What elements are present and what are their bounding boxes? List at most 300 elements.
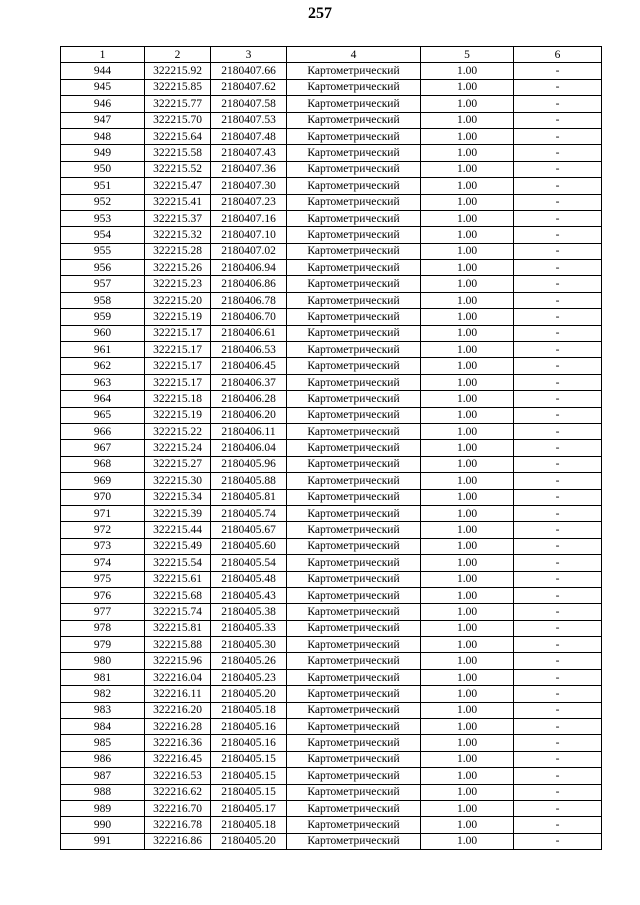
y-coordinate-cell: 2180406.86 [211,276,287,292]
y-coordinate-cell: 2180407.58 [211,96,287,112]
accuracy-cell: 1.00 [421,309,514,325]
point-number-cell: 951 [61,178,145,194]
y-coordinate-cell: 2180405.15 [211,768,287,784]
point-number-cell: 977 [61,604,145,620]
note-cell: - [514,145,602,161]
note-cell: - [514,784,602,800]
table-row [61,669,602,685]
point-number-cell: 971 [61,505,145,521]
y-coordinate-cell: 2180405.15 [211,751,287,767]
point-number-cell: 954 [61,227,145,243]
x-coordinate-cell: 322216.53 [145,768,211,784]
accuracy-cell: 1.00 [421,604,514,620]
note-cell: - [514,342,602,358]
y-coordinate-cell: 2180405.54 [211,555,287,571]
note-cell: - [514,407,602,423]
method-cell: Картометрический [287,194,421,210]
y-coordinate-cell: 2180406.04 [211,440,287,456]
y-coordinate-cell: 2180405.48 [211,571,287,587]
method-cell: Картометрический [287,817,421,833]
table-row [61,784,602,800]
y-coordinate-cell: 2180407.48 [211,128,287,144]
table-row [61,751,602,767]
note-cell: - [514,161,602,177]
method-cell: Картометрический [287,702,421,718]
accuracy-cell: 1.00 [421,669,514,685]
table-row [61,407,602,423]
note-cell: - [514,833,602,849]
accuracy-cell: 1.00 [421,79,514,95]
table-row [61,538,602,554]
method-cell: Картометрический [287,161,421,177]
accuracy-cell: 1.00 [421,440,514,456]
table-row [61,637,602,653]
y-coordinate-cell: 2180405.15 [211,784,287,800]
note-cell: - [514,243,602,259]
x-coordinate-cell: 322215.17 [145,374,211,390]
point-number-cell: 990 [61,817,145,833]
method-cell: Картометрический [287,128,421,144]
x-coordinate-cell: 322216.86 [145,833,211,849]
accuracy-cell: 1.00 [421,686,514,702]
y-coordinate-cell: 2180405.38 [211,604,287,620]
table-row [61,194,602,210]
x-coordinate-cell: 322215.39 [145,505,211,521]
method-cell: Картометрический [287,604,421,620]
point-number-cell: 953 [61,210,145,226]
x-coordinate-cell: 322215.52 [145,161,211,177]
accuracy-cell: 1.00 [421,784,514,800]
method-cell: Картометрический [287,784,421,800]
method-cell: Картометрический [287,637,421,653]
method-cell: Картометрический [287,260,421,276]
point-number-cell: 950 [61,161,145,177]
method-cell: Картометрический [287,538,421,554]
table-row [61,719,602,735]
method-cell: Картометрический [287,374,421,390]
method-cell: Картометрический [287,456,421,472]
method-cell: Картометрический [287,276,421,292]
point-number-cell: 960 [61,325,145,341]
accuracy-cell: 1.00 [421,637,514,653]
table-row [61,79,602,95]
accuracy-cell: 1.00 [421,833,514,849]
x-coordinate-cell: 322215.81 [145,620,211,636]
table-row [61,817,602,833]
table-row [61,702,602,718]
point-number-cell: 948 [61,128,145,144]
note-cell: - [514,768,602,784]
point-number-cell: 981 [61,669,145,685]
table-row [61,620,602,636]
note-cell: - [514,571,602,587]
x-coordinate-cell: 322215.30 [145,473,211,489]
point-number-cell: 973 [61,538,145,554]
point-number-cell: 947 [61,112,145,128]
method-cell: Картометрический [287,210,421,226]
method-cell: Картометрический [287,423,421,439]
table-row [61,63,602,79]
x-coordinate-cell: 322215.92 [145,63,211,79]
x-coordinate-cell: 322215.41 [145,194,211,210]
method-cell: Картометрический [287,63,421,79]
x-coordinate-cell: 322215.28 [145,243,211,259]
y-coordinate-cell: 2180406.94 [211,260,287,276]
point-number-cell: 978 [61,620,145,636]
note-cell: - [514,96,602,112]
accuracy-cell: 1.00 [421,538,514,554]
x-coordinate-cell: 322215.88 [145,637,211,653]
point-number-cell: 964 [61,391,145,407]
header-cell-2: 2 [145,47,211,63]
method-cell: Картометрический [287,620,421,636]
note-cell: - [514,817,602,833]
y-coordinate-cell: 2180405.43 [211,587,287,603]
accuracy-cell: 1.00 [421,751,514,767]
point-number-cell: 976 [61,587,145,603]
x-coordinate-cell: 322215.44 [145,522,211,538]
accuracy-cell: 1.00 [421,817,514,833]
accuracy-cell: 1.00 [421,768,514,784]
x-coordinate-cell: 322215.47 [145,178,211,194]
point-number-cell: 967 [61,440,145,456]
y-coordinate-cell: 2180405.96 [211,456,287,472]
y-coordinate-cell: 2180405.20 [211,686,287,702]
accuracy-cell: 1.00 [421,423,514,439]
point-number-cell: 985 [61,735,145,751]
y-coordinate-cell: 2180406.61 [211,325,287,341]
point-number-cell: 957 [61,276,145,292]
note-cell: - [514,522,602,538]
point-number-cell: 989 [61,800,145,816]
method-cell: Картометрический [287,505,421,521]
note-cell: - [514,358,602,374]
x-coordinate-cell: 322215.54 [145,555,211,571]
point-number-cell: 955 [61,243,145,259]
note-cell: - [514,325,602,341]
accuracy-cell: 1.00 [421,112,514,128]
point-number-cell: 986 [61,751,145,767]
accuracy-cell: 1.00 [421,210,514,226]
accuracy-cell: 1.00 [421,260,514,276]
method-cell: Картометрический [287,489,421,505]
table-row [61,571,602,587]
table-row [61,555,602,571]
point-number-cell: 970 [61,489,145,505]
x-coordinate-cell: 322215.17 [145,325,211,341]
method-cell: Картометрический [287,309,421,325]
x-coordinate-cell: 322215.58 [145,145,211,161]
x-coordinate-cell: 322215.68 [145,587,211,603]
accuracy-cell: 1.00 [421,719,514,735]
table-row [61,735,602,751]
table-row [61,210,602,226]
y-coordinate-cell: 2180406.28 [211,391,287,407]
x-coordinate-cell: 322215.20 [145,292,211,308]
x-coordinate-cell: 322215.19 [145,407,211,423]
x-coordinate-cell: 322216.04 [145,669,211,685]
accuracy-cell: 1.00 [421,292,514,308]
point-number-cell: 946 [61,96,145,112]
method-cell: Картометрический [287,768,421,784]
y-coordinate-cell: 2180406.20 [211,407,287,423]
note-cell: - [514,391,602,407]
note-cell: - [514,178,602,194]
y-coordinate-cell: 2180405.16 [211,719,287,735]
note-cell: - [514,112,602,128]
note-cell: - [514,686,602,702]
y-coordinate-cell: 2180405.33 [211,620,287,636]
point-number-cell: 969 [61,473,145,489]
table-row [61,227,602,243]
header-cell-1: 1 [61,47,145,63]
note-cell: - [514,620,602,636]
accuracy-cell: 1.00 [421,342,514,358]
accuracy-cell: 1.00 [421,571,514,587]
header-cell-6: 6 [514,47,602,63]
note-cell: - [514,653,602,669]
accuracy-cell: 1.00 [421,374,514,390]
method-cell: Картометрический [287,112,421,128]
table-row [61,391,602,407]
accuracy-cell: 1.00 [421,800,514,816]
accuracy-cell: 1.00 [421,194,514,210]
method-cell: Картометрический [287,342,421,358]
table-row [61,112,602,128]
accuracy-cell: 1.00 [421,702,514,718]
y-coordinate-cell: 2180407.16 [211,210,287,226]
table-row [61,374,602,390]
accuracy-cell: 1.00 [421,145,514,161]
x-coordinate-cell: 322215.24 [145,440,211,456]
accuracy-cell: 1.00 [421,96,514,112]
point-number-cell: 982 [61,686,145,702]
note-cell: - [514,505,602,521]
y-coordinate-cell: 2180406.53 [211,342,287,358]
accuracy-cell: 1.00 [421,325,514,341]
point-number-cell: 961 [61,342,145,358]
table-row [61,243,602,259]
accuracy-cell: 1.00 [421,227,514,243]
note-cell: - [514,440,602,456]
accuracy-cell: 1.00 [421,276,514,292]
method-cell: Картометрический [287,833,421,849]
accuracy-cell: 1.00 [421,587,514,603]
y-coordinate-cell: 2180407.36 [211,161,287,177]
note-cell: - [514,719,602,735]
y-coordinate-cell: 2180405.17 [211,800,287,816]
table-row [61,145,602,161]
accuracy-cell: 1.00 [421,391,514,407]
x-coordinate-cell: 322215.27 [145,456,211,472]
point-number-cell: 962 [61,358,145,374]
accuracy-cell: 1.00 [421,178,514,194]
point-number-cell: 963 [61,374,145,390]
method-cell: Картометрический [287,751,421,767]
x-coordinate-cell: 322216.45 [145,751,211,767]
method-cell: Картометрический [287,800,421,816]
point-number-cell: 952 [61,194,145,210]
note-cell: - [514,538,602,554]
method-cell: Картометрический [287,571,421,587]
table-row [61,587,602,603]
method-cell: Картометрический [287,391,421,407]
x-coordinate-cell: 322215.70 [145,112,211,128]
point-number-cell: 983 [61,702,145,718]
y-coordinate-cell: 2180405.18 [211,817,287,833]
point-number-cell: 975 [61,571,145,587]
method-cell: Картометрический [287,735,421,751]
y-coordinate-cell: 2180405.23 [211,669,287,685]
point-number-cell: 988 [61,784,145,800]
x-coordinate-cell: 322216.28 [145,719,211,735]
note-cell: - [514,63,602,79]
note-cell: - [514,489,602,505]
accuracy-cell: 1.00 [421,505,514,521]
table-row [61,456,602,472]
note-cell: - [514,456,602,472]
method-cell: Картометрический [287,473,421,489]
accuracy-cell: 1.00 [421,522,514,538]
y-coordinate-cell: 2180405.30 [211,637,287,653]
y-coordinate-cell: 2180407.43 [211,145,287,161]
accuracy-cell: 1.00 [421,620,514,636]
note-cell: - [514,604,602,620]
x-coordinate-cell: 322215.17 [145,358,211,374]
y-coordinate-cell: 2180406.78 [211,292,287,308]
y-coordinate-cell: 2180405.67 [211,522,287,538]
table-row [61,178,602,194]
x-coordinate-cell: 322215.96 [145,653,211,669]
note-cell: - [514,210,602,226]
point-number-cell: 966 [61,423,145,439]
note-cell: - [514,702,602,718]
header-cell-3: 3 [211,47,287,63]
point-number-cell: 991 [61,833,145,849]
table-row [61,489,602,505]
x-coordinate-cell: 322215.37 [145,210,211,226]
note-cell: - [514,309,602,325]
note-cell: - [514,587,602,603]
table-row [61,522,602,538]
method-cell: Картометрический [287,325,421,341]
table-row [61,260,602,276]
method-cell: Картометрический [287,440,421,456]
table-row [61,325,602,341]
y-coordinate-cell: 2180407.66 [211,63,287,79]
note-cell: - [514,637,602,653]
note-cell: - [514,800,602,816]
x-coordinate-cell: 322215.49 [145,538,211,554]
y-coordinate-cell: 2180407.23 [211,194,287,210]
method-cell: Картометрический [287,96,421,112]
method-cell: Картометрический [287,522,421,538]
point-number-cell: 958 [61,292,145,308]
x-coordinate-cell: 322215.26 [145,260,211,276]
point-number-cell: 949 [61,145,145,161]
method-cell: Картометрический [287,178,421,194]
x-coordinate-cell: 322216.78 [145,817,211,833]
x-coordinate-cell: 322215.32 [145,227,211,243]
y-coordinate-cell: 2180405.88 [211,473,287,489]
note-cell: - [514,751,602,767]
method-cell: Картометрический [287,407,421,423]
x-coordinate-cell: 322215.17 [145,342,211,358]
table-row [61,423,602,439]
accuracy-cell: 1.00 [421,243,514,259]
method-cell: Картометрический [287,243,421,259]
x-coordinate-cell: 322215.23 [145,276,211,292]
accuracy-cell: 1.00 [421,735,514,751]
x-coordinate-cell: 322216.11 [145,686,211,702]
method-cell: Картометрический [287,555,421,571]
x-coordinate-cell: 322215.74 [145,604,211,620]
x-coordinate-cell: 322216.62 [145,784,211,800]
note-cell: - [514,128,602,144]
x-coordinate-cell: 322215.18 [145,391,211,407]
y-coordinate-cell: 2180406.37 [211,374,287,390]
note-cell: - [514,292,602,308]
table-row [61,358,602,374]
note-cell: - [514,735,602,751]
table-row [61,833,602,849]
x-coordinate-cell: 322216.70 [145,800,211,816]
table-row [61,686,602,702]
point-number-cell: 945 [61,79,145,95]
table-row [61,161,602,177]
note-cell: - [514,555,602,571]
table-row [61,768,602,784]
table-row [61,128,602,144]
y-coordinate-cell: 2180407.10 [211,227,287,243]
point-number-cell: 965 [61,407,145,423]
page-number: 257 [308,5,332,22]
table-row [61,276,602,292]
table-header [61,47,602,63]
accuracy-cell: 1.00 [421,653,514,669]
header-cell-4: 4 [287,47,421,63]
method-cell: Картометрический [287,686,421,702]
note-cell: - [514,194,602,210]
point-number-cell: 968 [61,456,145,472]
note-cell: - [514,79,602,95]
table-row [61,309,602,325]
table-row [61,604,602,620]
y-coordinate-cell: 2180405.74 [211,505,287,521]
header-row [61,47,602,63]
y-coordinate-cell: 2180406.45 [211,358,287,374]
table-row [61,440,602,456]
x-coordinate-cell: 322215.34 [145,489,211,505]
table-row [61,96,602,112]
method-cell: Картометрический [287,669,421,685]
y-coordinate-cell: 2180406.11 [211,423,287,439]
x-coordinate-cell: 322215.77 [145,96,211,112]
note-cell: - [514,260,602,276]
x-coordinate-cell: 322215.22 [145,423,211,439]
point-number-cell: 980 [61,653,145,669]
x-coordinate-cell: 322216.20 [145,702,211,718]
point-number-cell: 979 [61,637,145,653]
accuracy-cell: 1.00 [421,358,514,374]
x-coordinate-cell: 322215.61 [145,571,211,587]
y-coordinate-cell: 2180405.26 [211,653,287,669]
point-number-cell: 972 [61,522,145,538]
table-row [61,473,602,489]
table-body [61,63,602,850]
y-coordinate-cell: 2180407.53 [211,112,287,128]
method-cell: Картометрический [287,292,421,308]
